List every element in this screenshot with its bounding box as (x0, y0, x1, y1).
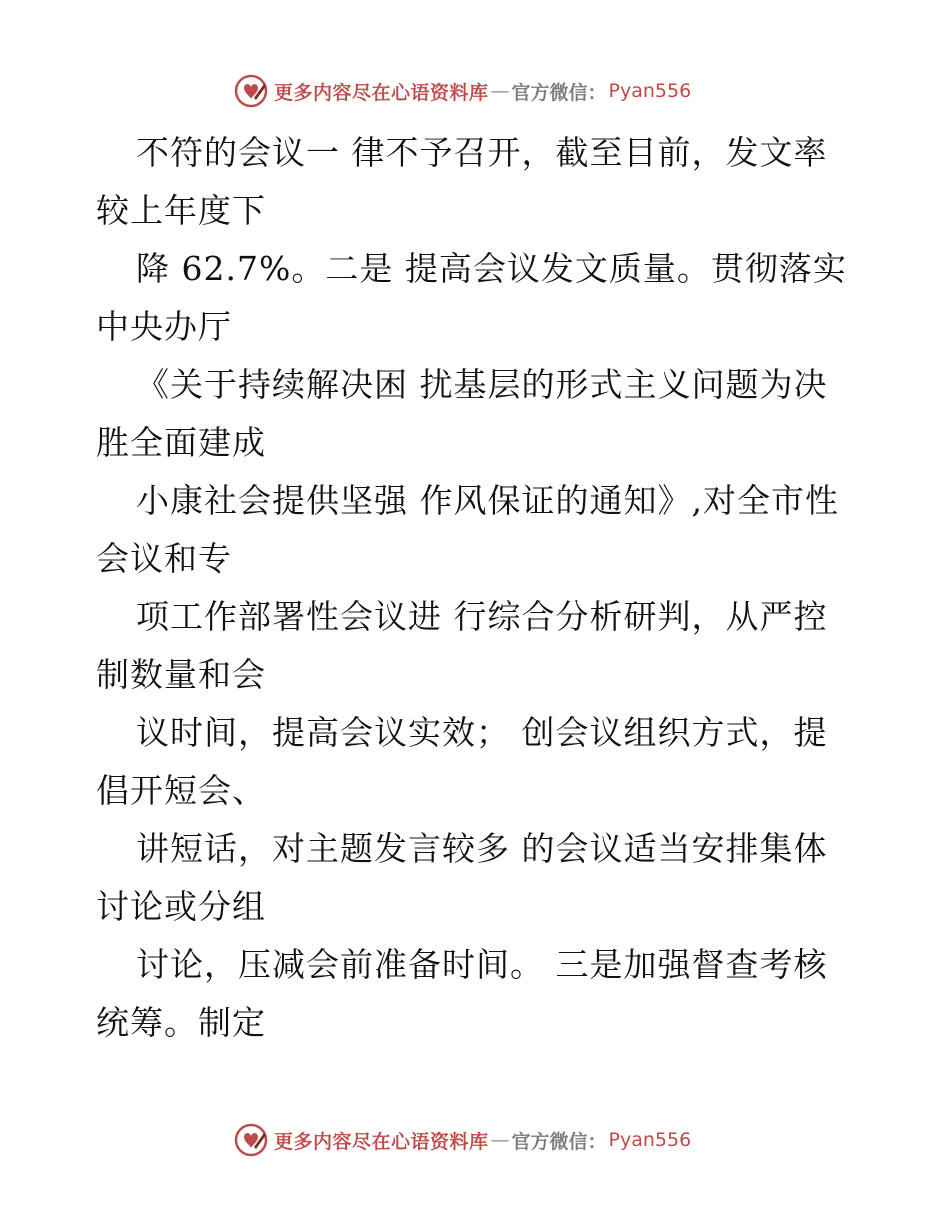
text-line: 讨论或分组 (96, 887, 266, 926)
text-line: 降 62.7%。二是 提高会议发文质量。贯彻落实 (136, 249, 847, 288)
header-banner (234, 73, 691, 109)
body-text (96, 124, 856, 1052)
footer-wechat-id: Pyan556 (608, 1129, 692, 1151)
text-line: 议时间，提高会议实效； 创会议组织方式，提 (136, 713, 828, 752)
footer-site-text: 更多内容尽在心语资料库 (274, 1130, 489, 1153)
text-line: 中央办厅 (96, 307, 232, 346)
heart-pen-logo-icon (234, 74, 268, 108)
text-line: 《关于持续解决困 扰基层的形式主义问题为决 (136, 365, 828, 404)
text-line: 统筹。制定 (96, 1003, 266, 1042)
text-line: 小康社会提供坚强 作风保证的通知》,对全市性 (136, 481, 839, 520)
text-line: 项工作部署性会议进 行综合分析研判，从严控 (136, 597, 828, 636)
text-line: 制数量和会 (96, 655, 266, 694)
text-line: 胜全面建成 (96, 423, 266, 462)
text-line: 会议和专 (96, 539, 232, 578)
header-site-text: 更多内容尽在心语资料库 (274, 81, 489, 104)
header-official-label: 官方微信： (511, 81, 607, 104)
text-line: 讲短话，对主题发言较多 的会议适当安排集体 (136, 829, 828, 868)
heart-pen-logo-icon (234, 1123, 268, 1157)
text-line: 不符的会议一 律不予召开，截至目前，发文率 (136, 133, 828, 172)
text-line: 倡开短会、 (96, 771, 266, 810)
footer-official-label: 官方微信： (511, 1130, 607, 1153)
text-line: 较上年度下 (96, 191, 266, 230)
header-dash: — (490, 80, 510, 102)
header-wechat-id: Pyan556 (608, 80, 692, 102)
footer-banner (234, 1122, 691, 1158)
text-line: 讨论，压减会前准备时间。 三是加强督查考核 (136, 945, 828, 984)
footer-dash: — (490, 1129, 510, 1151)
